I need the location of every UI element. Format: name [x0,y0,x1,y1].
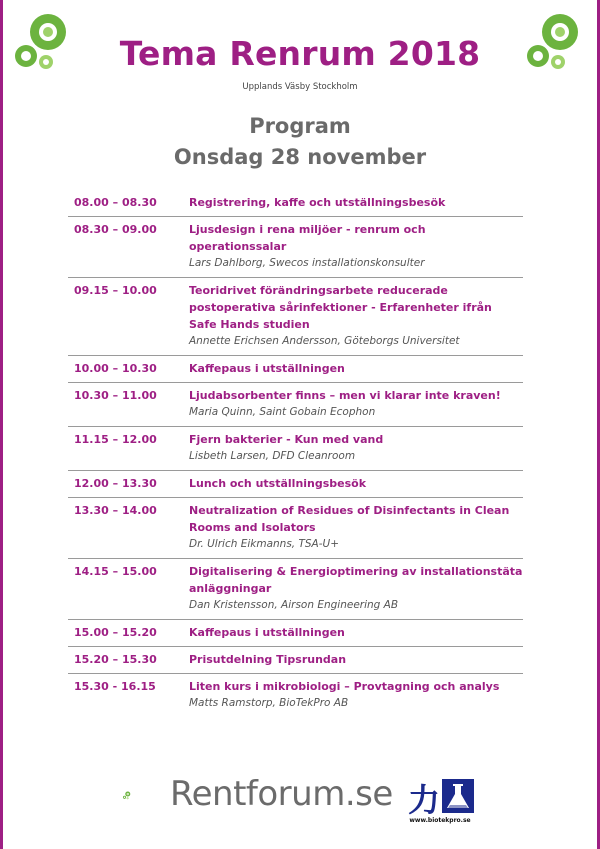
session-time: 08.00 – 08.30 [74,196,157,209]
session-content [189,502,523,553]
session-content [189,678,523,712]
schedule-row [68,647,523,674]
svg-text:力: 力 [408,781,441,819]
session-time: 11.15 – 12.00 [74,433,157,446]
session-time: 14.15 – 15.00 [74,565,157,578]
session-title: Fjern bakterier - Kun med vand [189,433,384,446]
schedule-row [68,674,523,717]
session-title: Digitalisering & Energioptimering av installationstäta anläggningar [189,565,523,595]
session-title: Prisutdelning Tipsrundan [189,653,347,666]
session-title: Ljusdesign i rena miljöer - renrum och operationssalar [189,223,426,253]
date-heading: Onsdag 28 november [173,145,427,169]
session-title: Liten kurs i mikrobiologi – Provtagning och analys [189,680,500,693]
session-time: 12.00 – 13.30 [74,477,157,490]
session-time: 15.30 - 16.15 [74,680,156,693]
session-content [189,360,523,377]
session-time: 15.20 – 15.30 [74,653,157,666]
session-speaker: Maria Quinn, Saint Gobain Ecophon [189,406,376,418]
session-time: 08.30 – 09.00 [74,223,157,236]
session-content [189,282,523,350]
session-time: 10.00 – 10.30 [74,362,157,375]
schedule-row [68,356,523,383]
program-heading: Program [249,114,351,138]
session-time: 13.30 – 14.00 [74,504,157,517]
session-title: Registrering, kaffe och utställningsbesök [189,196,446,209]
session-content [189,431,523,465]
session-title: Kaffepaus i utställningen [189,626,345,639]
session-content [189,624,523,641]
session-content [189,475,523,492]
schedule-row [68,217,523,278]
session-content [189,563,523,614]
session-speaker: Lisbeth Larsen, DFD Cleanroom [189,450,356,462]
session-content [189,651,523,668]
schedule-list [68,190,523,717]
biotekpro-url: www.biotekpro.se [409,817,471,824]
rentforum-brand-text: Rentforum.se [170,774,393,814]
session-title: Teoridrivet förändringsarbete reducerade postoperativa sårinfektioner - Erfarenheter ifrån Safe Hands studien [189,284,492,331]
event-location: Upplands Väsby Stockholm [242,82,358,92]
session-speaker: Dr. Ulrich Eikmanns, TSA-U+ [189,538,339,550]
session-speaker: Matts Ramstorp, BioTekPro AB [189,697,349,709]
session-speaker: Annette Erichsen Andersson, Göteborgs Universitet [189,335,460,347]
session-speaker: Lars Dahlborg, Swecos installationskonsulter [189,257,425,269]
session-speaker: Dan Kristensson, Airson Engineering AB [189,599,399,611]
schedule-row [68,498,523,559]
session-time: 15.00 – 15.20 [74,626,157,639]
page-title: Tema Renrum 2018 [119,34,481,73]
session-title: Kaffepaus i utställningen [189,362,345,375]
schedule-row [68,383,523,427]
rentforum-footer-circles-icon [122,770,172,820]
schedule-row [68,278,523,356]
schedule-row [68,427,523,471]
session-content [189,387,523,421]
session-title: Neutralization of Residues of Disinfectants in Clean Rooms and Isolators [189,504,510,534]
schedule-row [68,620,523,647]
session-content [189,194,523,211]
session-title: Ljudabsorbenter finns – men vi klarar inte kraven! [189,389,501,402]
schedule-row [68,190,523,217]
session-time: 10.30 – 11.00 [74,389,157,402]
session-time: 09.15 – 10.00 [74,284,157,297]
session-title: Lunch och utställningsbesök [189,477,367,490]
session-content [189,221,523,272]
schedule-row [68,471,523,498]
schedule-row [68,559,523,620]
